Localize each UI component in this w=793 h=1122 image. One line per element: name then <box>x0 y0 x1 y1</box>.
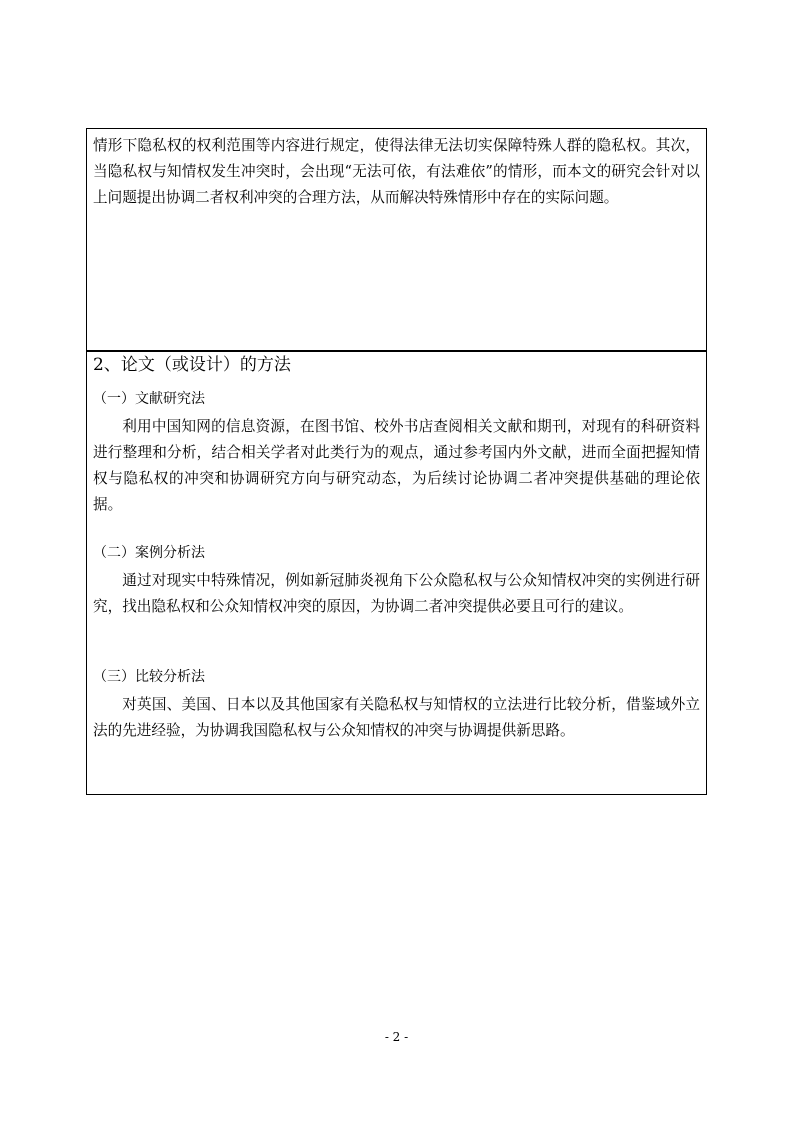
intro-cell <box>86 128 707 352</box>
methods-cell <box>86 350 707 795</box>
method-text-comparative: 对英国、美国、日本以及其他国家有关隐私权与知情权的立法进行比较分析，借鉴域外立法的先进经验，为协调我国隐私权与公众知情权的冲突与协调提供新思路。 <box>93 696 700 739</box>
methods-heading: 2、论文（或设计）的方法 <box>93 355 291 375</box>
method-text-case-analysis: 通过对现实中特殊情况，例如新冠肺炎视角下公众隐私权与公众知情权冲突的实例进行研究，找出隐私权和公众知情权冲突的原因，为协调二者冲突提供必要且可行的建议。 <box>93 572 700 615</box>
page-number: - 2 - <box>384 1030 409 1044</box>
method-title-literature: （一）文献研究法 <box>93 391 205 407</box>
intro-paragraph: 情形下隐私权的权利范围等内容进行规定，使得法律无法切实保障特殊人群的隐私权。其次，当隐私权与知情权发生冲突时，会出现“无法可依，有法难依”的情形，而本文的研究会针对以上问题提出协调二者权利冲突的合理方法，从而解决特殊情形中存在的实际问题。 <box>93 137 700 206</box>
method-title-case-analysis: （二）案例分析法 <box>93 545 205 561</box>
method-title-comparative: （三）比较分析法 <box>93 669 205 685</box>
method-text-literature: 利用中国知网的信息资源，在图书馆、校外书店查阅相关文献和期刊，对现有的科研资料进行整理和分析，结合相关学者对此类行为的观点，通过参考国内外文献，进而全面把握知情权与隐私权的冲突和协调研究方向与研究动态，为后续讨论协调二者冲突提供基础的理论依据。 <box>93 418 700 513</box>
